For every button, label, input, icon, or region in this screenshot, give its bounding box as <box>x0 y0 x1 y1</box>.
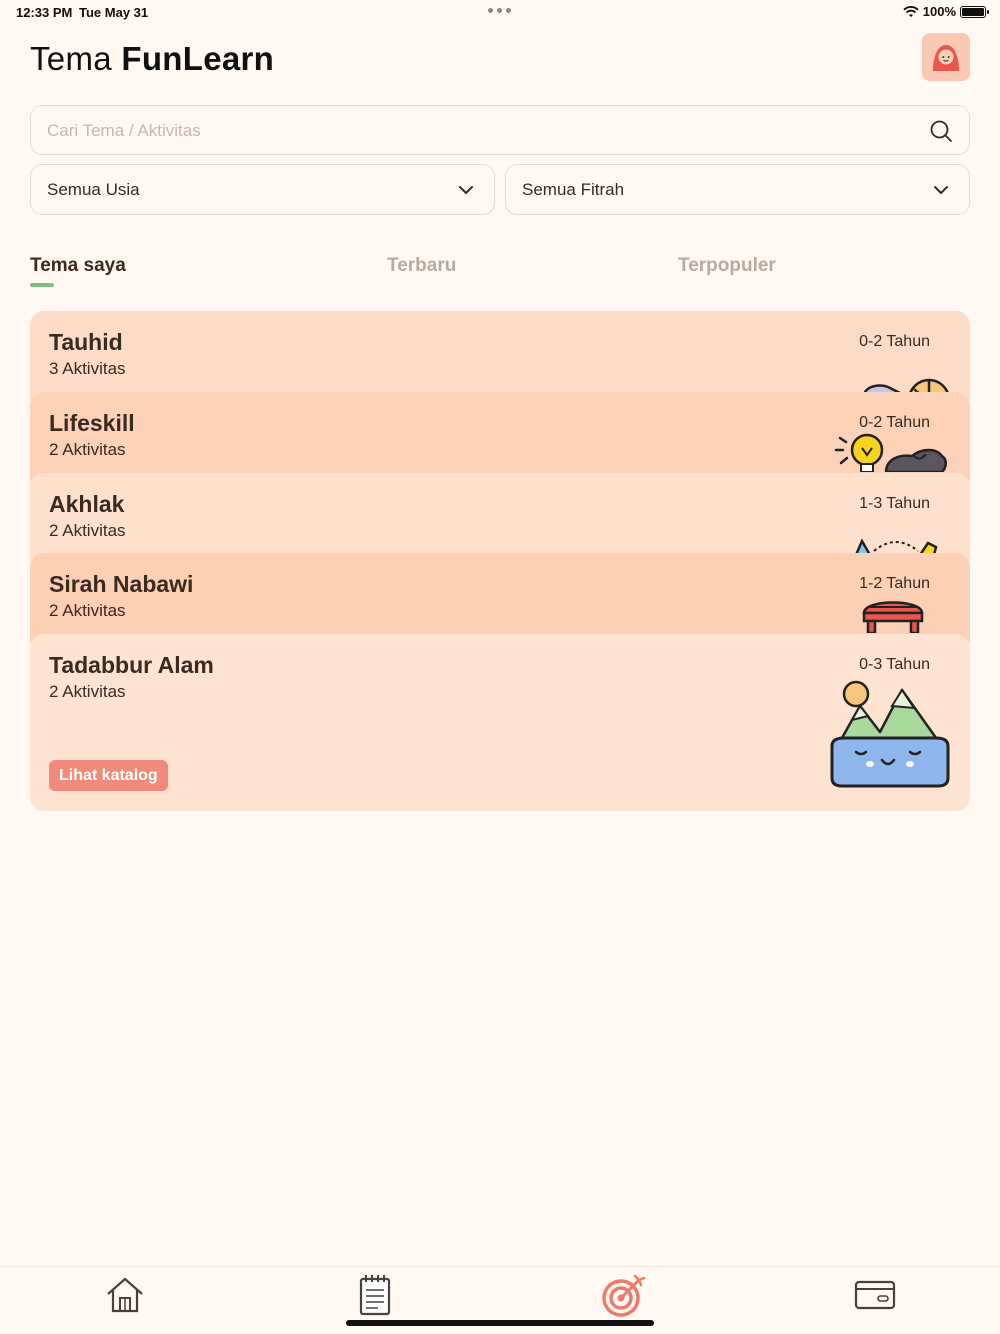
status-indicators <box>903 4 986 19</box>
theme-card-list <box>30 311 970 811</box>
nav-home[interactable] <box>103 1273 147 1317</box>
page-title-light: Tema <box>30 40 112 77</box>
activity-count: 2 Aktivitas <box>49 521 126 540</box>
page-title <box>30 40 274 78</box>
search-box[interactable] <box>30 105 970 155</box>
theme-card-tadabbur-alam[interactable] <box>30 634 970 811</box>
activity-count: 2 Aktivitas <box>49 682 126 701</box>
multitasking-dots-icon[interactable] <box>488 8 511 13</box>
see-catalog-button[interactable]: Lihat katalog <box>49 760 168 791</box>
lightbulb-hand-icon <box>834 430 950 472</box>
active-tab-indicator <box>30 283 54 287</box>
battery-icon <box>960 6 986 18</box>
age-range: 1-3 Tahun <box>859 495 930 512</box>
theme-name: Tadabbur Alam <box>49 652 214 678</box>
mountain-lake-icon <box>830 680 950 790</box>
theme-name: Lifeskill <box>49 410 135 436</box>
fitrah-filter-dropdown[interactable] <box>505 164 970 215</box>
wifi-icon <box>903 6 919 18</box>
home-indicator[interactable] <box>346 1320 654 1326</box>
tab-tema-saya[interactable]: Tema saya <box>30 255 126 276</box>
search-input[interactable] <box>47 118 907 144</box>
fitrah-filter-label: Semua Fitrah <box>522 180 625 199</box>
age-range: 0-2 Tahun <box>859 414 930 431</box>
page-title-bold: FunLearn <box>121 40 275 77</box>
age-range: 1-2 Tahun <box>859 575 930 592</box>
hijab-girl-icon <box>929 40 963 74</box>
tab-terbaru[interactable]: Terbaru <box>387 255 457 276</box>
theme-name: Sirah Nabawi <box>49 571 194 597</box>
chevron-down-icon <box>458 182 474 198</box>
nav-target[interactable] <box>602 1273 646 1317</box>
nav-card[interactable] <box>853 1273 897 1317</box>
search-icon[interactable] <box>929 119 953 143</box>
theme-name: Akhlak <box>49 491 125 517</box>
activity-count: 3 Aktivitas <box>49 359 126 378</box>
theme-name: Tauhid <box>49 329 123 355</box>
status-time: 12:33 PM <box>16 5 73 20</box>
age-range: 0-2 Tahun <box>859 333 930 350</box>
kaaba-icon <box>858 593 928 633</box>
age-range: 0-3 Tahun <box>859 656 930 673</box>
tab-terpopuler[interactable]: Terpopuler <box>678 255 776 276</box>
nav-notes[interactable] <box>353 1273 397 1317</box>
age-filter-label: Semua Usia <box>47 180 140 199</box>
status-date: Tue May 31 <box>79 5 149 20</box>
activity-count: 2 Aktivitas <box>49 601 126 620</box>
battery-percent: 100% <box>922 4 956 19</box>
house-icon <box>104 1276 146 1314</box>
age-filter-dropdown[interactable] <box>30 164 495 215</box>
header <box>30 38 970 82</box>
notebook-icon <box>358 1274 392 1316</box>
card-icon <box>854 1279 896 1311</box>
activity-count: 2 Aktivitas <box>49 440 126 459</box>
avatar[interactable] <box>922 33 970 81</box>
target-icon <box>602 1273 646 1317</box>
chevron-down-icon <box>933 182 949 198</box>
status-bar <box>0 0 1000 24</box>
